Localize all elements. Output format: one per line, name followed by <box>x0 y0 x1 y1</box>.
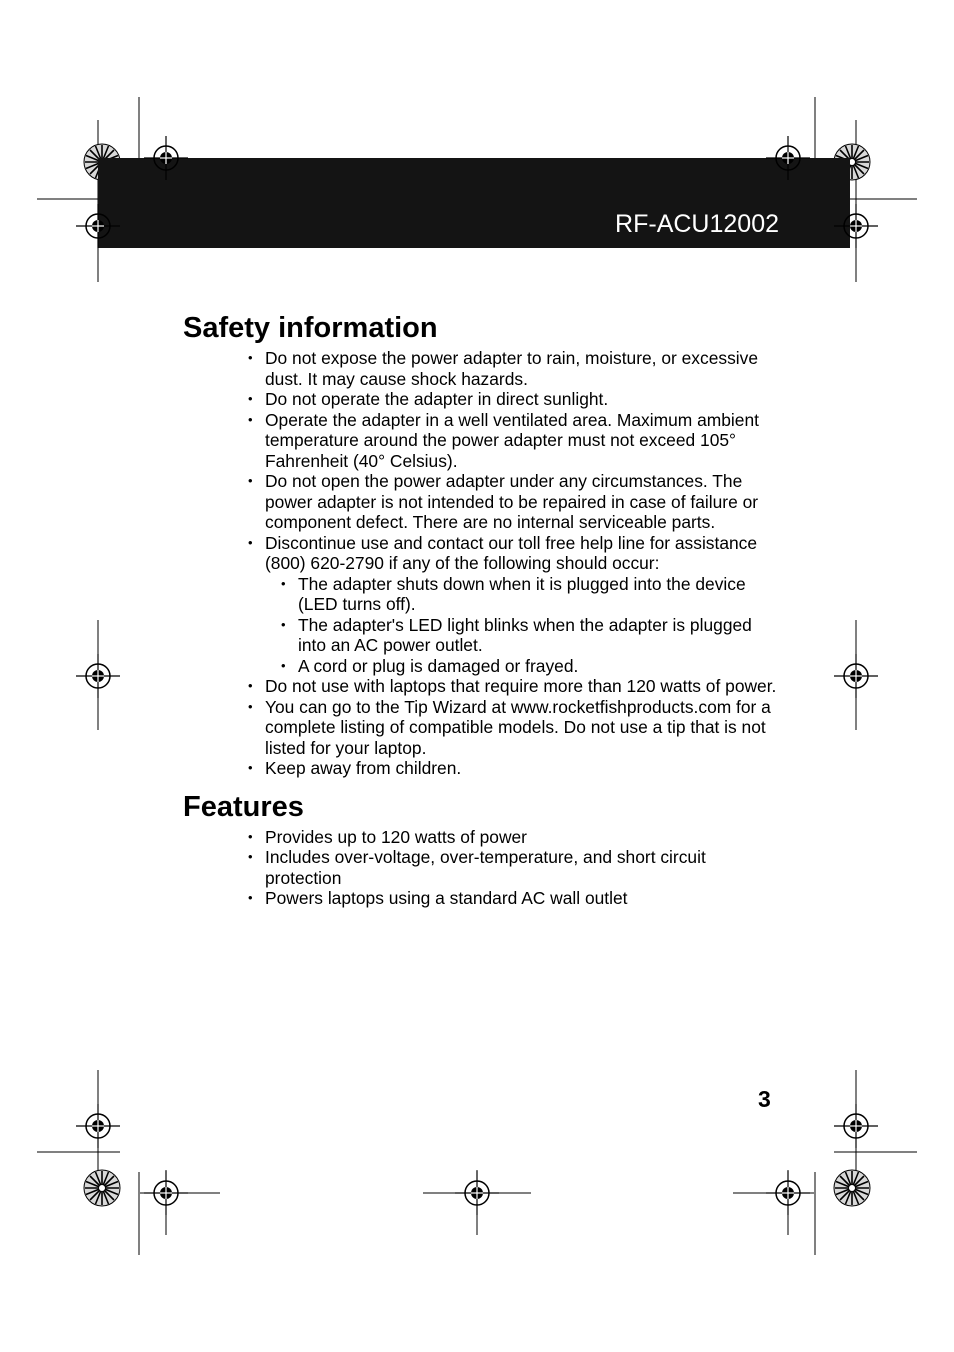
model-number: RF-ACU12002 <box>615 210 779 238</box>
list-item: • Operate the adapter in a well ventilated area. Maximum ambient temperature around the power adapter must not exceed 105° Fahrenheit (40° Celsius). <box>265 410 783 472</box>
registration-mark-icon <box>76 204 120 248</box>
safety-title: Safety information <box>183 312 438 344</box>
list-item: • Keep away from children. <box>265 758 783 779</box>
list-item: • Do not expose the power adapter to rain, moisture, or excessive dust. It may cause shock hazards. <box>265 348 783 389</box>
registration-mark-icon <box>834 204 878 248</box>
registration-mark-icon <box>144 136 188 180</box>
safety-sublist <box>298 574 783 677</box>
sublist-item: • The adapter's LED light blinks when the adapter is plugged into an AC power outlet. <box>298 615 783 656</box>
list-item: • Provides up to 120 watts of power <box>265 827 783 848</box>
sublist-item: • The adapter shuts down when it is plugged into the device (LED turns off). <box>298 574 783 615</box>
sublist-item: • A cord or plug is damaged or frayed. <box>298 656 783 677</box>
registration-mark-icon <box>76 654 120 698</box>
list-item: • Includes over-voltage, over-temperature, and short circuit protection <box>265 847 783 888</box>
registration-mark-icon <box>834 654 878 698</box>
list-item: • Powers laptops using a standard AC wall outlet <box>265 888 783 909</box>
list-item <box>265 533 783 677</box>
list-item-text: Discontinue use and contact our toll free help line for assistance (800) 620-2790 if any of the following should occur: <box>265 532 758 573</box>
list-item: • Do not use with laptops that require more than 120 watts of power. <box>265 676 783 697</box>
list-item: • Do not operate the adapter in direct sunlight. <box>265 389 783 410</box>
registration-mark-icon <box>455 1171 499 1215</box>
features-title: Features <box>183 790 304 823</box>
features-list <box>265 827 783 909</box>
registration-mark-icon <box>76 1104 120 1148</box>
registration-mark-icon <box>766 1171 810 1215</box>
page-number: 3 <box>758 1086 771 1112</box>
safety-list <box>265 348 783 779</box>
registration-mark-icon <box>766 136 810 180</box>
registration-mark-icon <box>144 1171 188 1215</box>
main-content <box>183 308 783 909</box>
registration-mark-icon <box>834 1104 878 1148</box>
list-item: • You can go to the Tip Wizard at www.rocketfishproducts.com for a complete listing of compatible models. Do not use a tip that is not listed for your laptop. <box>265 697 783 759</box>
list-item: • Do not open the power adapter under any circumstances. The power adapter is not intended to be repaired in case of failure or component defect. There are no internal serviceable parts. <box>265 471 783 533</box>
